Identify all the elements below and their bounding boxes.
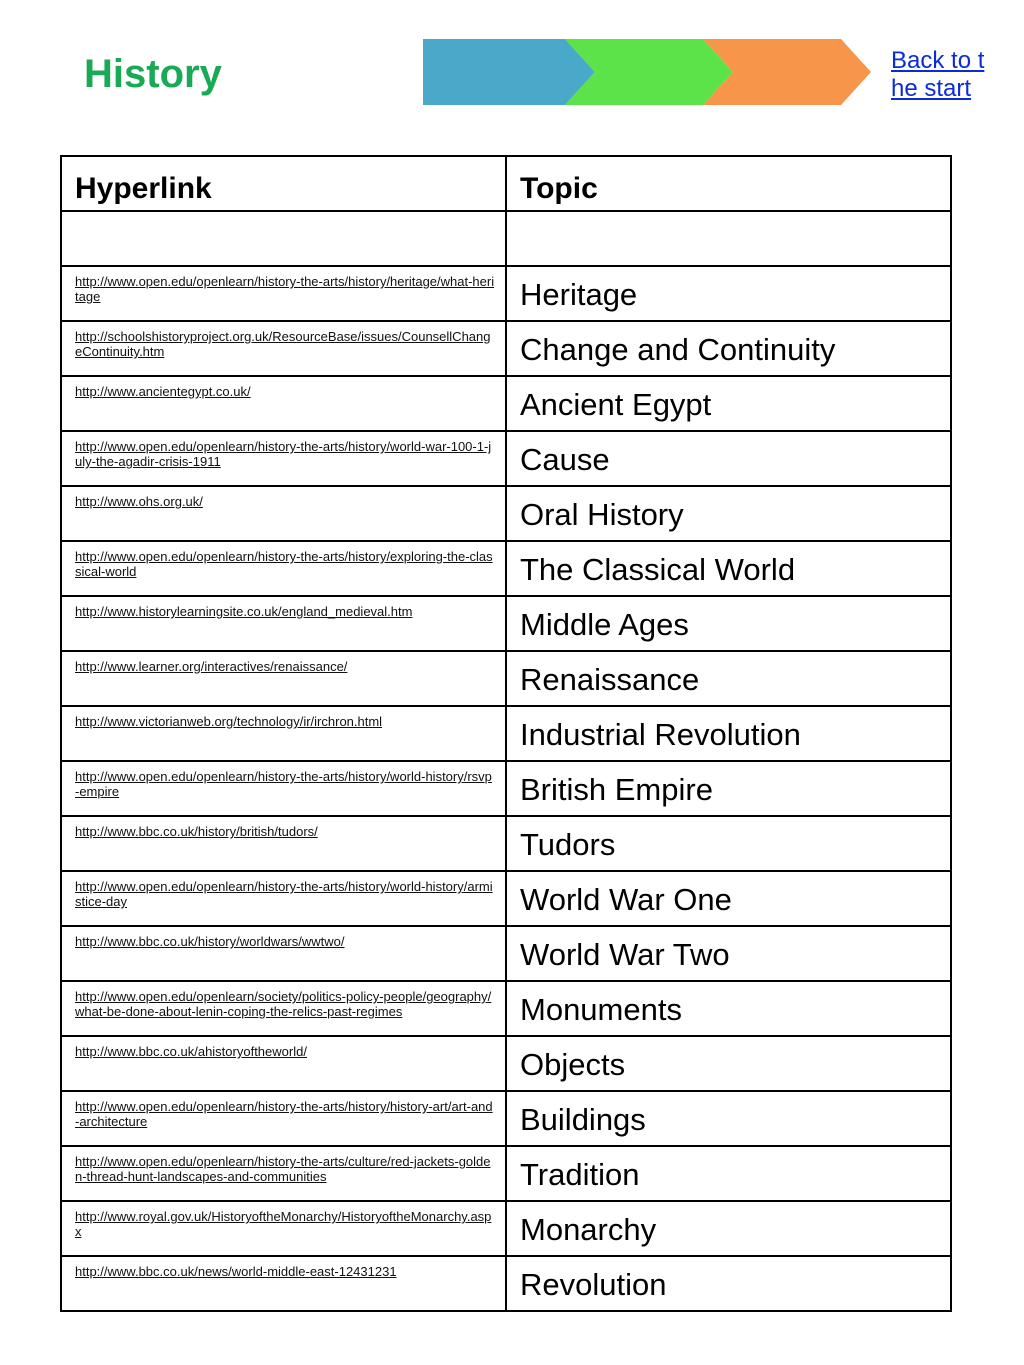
topic-cell	[506, 431, 951, 486]
hyperlink[interactable]: http://www.open.edu/openlearn/history-the-arts/history/exploring-the-classical-world	[75, 549, 493, 579]
topic-cell	[506, 541, 951, 596]
topic-label: World War One	[520, 882, 732, 917]
topic-cell	[506, 376, 951, 431]
hyperlink[interactable]: http://www.ancientegypt.co.uk/	[75, 384, 251, 399]
topic-label: World War Two	[520, 937, 730, 972]
topic-cell	[506, 871, 951, 926]
hyperlink-cell	[61, 816, 506, 871]
topic-label: Heritage	[520, 277, 638, 312]
hyperlink[interactable]: http://www.open.edu/openlearn/history-the-arts/culture/red-jackets-golden-thread-hunt-landscapes-and-communities	[75, 1154, 491, 1184]
table-row	[61, 431, 951, 486]
topic-cell	[506, 486, 951, 541]
progress-chevrons	[423, 38, 873, 106]
topic-cell	[506, 1256, 951, 1311]
table-row	[61, 651, 951, 706]
topic-cell	[506, 266, 951, 321]
topic-label	[507, 212, 950, 222]
topic-cell	[506, 761, 951, 816]
hyperlink-cell	[61, 1146, 506, 1201]
table-row	[61, 321, 951, 376]
table-row	[61, 266, 951, 321]
hyperlink-cell	[61, 981, 506, 1036]
table-row	[61, 486, 951, 541]
hyperlink[interactable]: http://www.bbc.co.uk/history/british/tudors/	[75, 824, 318, 839]
table-row	[61, 981, 951, 1036]
column-header-topic: Topic	[506, 156, 951, 211]
table-header-row	[61, 156, 951, 211]
hyperlink-cell	[61, 321, 506, 376]
topic-label: Industrial Revolution	[520, 717, 801, 752]
hyperlink-cell	[61, 761, 506, 816]
topic-label: Change and Continuity	[520, 332, 836, 367]
topic-cell	[506, 321, 951, 376]
hyperlink-cell	[61, 926, 506, 981]
hyperlink-cell	[61, 266, 506, 321]
table-row	[61, 926, 951, 981]
hyperlink	[62, 212, 505, 219]
hyperlink[interactable]: http://www.open.edu/openlearn/history-the-arts/history/heritage/what-heritage	[75, 274, 495, 304]
table-row	[61, 1256, 951, 1311]
hyperlink[interactable]: http://www.open.edu/openlearn/society/politics-policy-people/geography/what-be-done-about-lenin-coping-the-relics-past-regimes	[75, 989, 492, 1019]
table-row	[61, 1091, 951, 1146]
topic-label: Tradition	[520, 1157, 640, 1192]
table-row	[61, 1146, 951, 1201]
hyperlink[interactable]: http://www.open.edu/openlearn/history-the-arts/history/world-war-100-1-july-the-agadir-crisis-1911	[75, 439, 492, 469]
hyperlink[interactable]: http://www.bbc.co.uk/ahistoryoftheworld/	[75, 1044, 307, 1059]
topic-label: Renaissance	[520, 662, 700, 697]
hyperlink[interactable]: http://www.ohs.org.uk/	[75, 494, 203, 509]
table-row	[61, 1036, 951, 1091]
hyperlink-cell	[61, 1091, 506, 1146]
table-row	[61, 761, 951, 816]
hyperlink[interactable]: http://www.open.edu/openlearn/history-the-arts/history/world-history/rsvp-empire	[75, 769, 492, 799]
topic-cell	[506, 1201, 951, 1256]
hyperlink-cell	[61, 871, 506, 926]
topic-cell	[506, 706, 951, 761]
hyperlink[interactable]: http://www.bbc.co.uk/news/world-middle-east-12431231	[75, 1264, 397, 1279]
topic-label: Middle Ages	[520, 607, 689, 642]
topic-label: British Empire	[520, 772, 713, 807]
hyperlink-cell	[61, 431, 506, 486]
topic-label: Tudors	[520, 827, 616, 862]
hyperlink-cell	[61, 376, 506, 431]
topic-label: Ancient Egypt	[520, 387, 712, 422]
topic-cell	[506, 926, 951, 981]
hyperlink[interactable]: http://www.open.edu/openlearn/history-the-arts/history/history-art/art-and-architecture	[75, 1099, 493, 1129]
table-row	[61, 211, 951, 266]
hyperlink-cell	[61, 486, 506, 541]
topic-label: Buildings	[520, 1102, 646, 1137]
table-row	[61, 541, 951, 596]
topic-label: Monuments	[520, 992, 682, 1027]
hyperlink-topic-table	[60, 155, 952, 1312]
topic-cell	[506, 1146, 951, 1201]
hyperlink[interactable]: http://www.royal.gov.uk/HistoryoftheMonarchy/HistoryoftheMonarchy.aspx	[75, 1209, 492, 1239]
hyperlink-cell	[61, 211, 506, 266]
hyperlink[interactable]: http://www.open.edu/openlearn/history-the-arts/history/world-history/armistice-day	[75, 879, 493, 909]
table-row	[61, 596, 951, 651]
hyperlink[interactable]: http://www.bbc.co.uk/history/worldwars/wwtwo/	[75, 934, 345, 949]
topic-cell	[506, 816, 951, 871]
column-header-hyperlink: Hyperlink	[61, 156, 506, 211]
hyperlink-cell	[61, 1036, 506, 1091]
topic-label: Revolution	[520, 1267, 667, 1302]
topic-label: Oral History	[520, 497, 684, 532]
chevron-step-1	[423, 39, 595, 105]
hyperlink-cell	[61, 651, 506, 706]
hyperlink-cell	[61, 596, 506, 651]
hyperlink-cell	[61, 1256, 506, 1311]
page-title: History	[84, 52, 222, 96]
topic-label: Objects	[520, 1047, 626, 1082]
hyperlink[interactable]: http://www.historylearningsite.co.uk/england_medieval.htm	[75, 604, 413, 619]
hyperlink[interactable]: http://www.learner.org/interactives/renaissance/	[75, 659, 348, 674]
topic-label: The Classical World	[520, 552, 796, 587]
topic-cell	[506, 981, 951, 1036]
topic-cell	[506, 211, 951, 266]
table-row	[61, 871, 951, 926]
topic-cell	[506, 596, 951, 651]
topic-label: Monarchy	[520, 1212, 657, 1247]
table-row	[61, 706, 951, 761]
hyperlink-cell	[61, 706, 506, 761]
topic-label: Cause	[520, 442, 610, 477]
topic-cell	[506, 1036, 951, 1091]
hyperlink[interactable]: http://www.victorianweb.org/technology/ir/irchron.html	[75, 714, 383, 729]
back-to-start-link[interactable]: Back to the start	[891, 47, 985, 102]
table-row	[61, 1201, 951, 1256]
table-row	[61, 376, 951, 431]
hyperlink-cell	[61, 1201, 506, 1256]
hyperlink-cell	[61, 541, 506, 596]
hyperlink[interactable]: http://schoolshistoryproject.org.uk/ResourceBase/issues/CounsellChangeContinuity.htm	[75, 329, 491, 359]
topic-cell	[506, 1091, 951, 1146]
topic-cell	[506, 651, 951, 706]
table-row	[61, 816, 951, 871]
